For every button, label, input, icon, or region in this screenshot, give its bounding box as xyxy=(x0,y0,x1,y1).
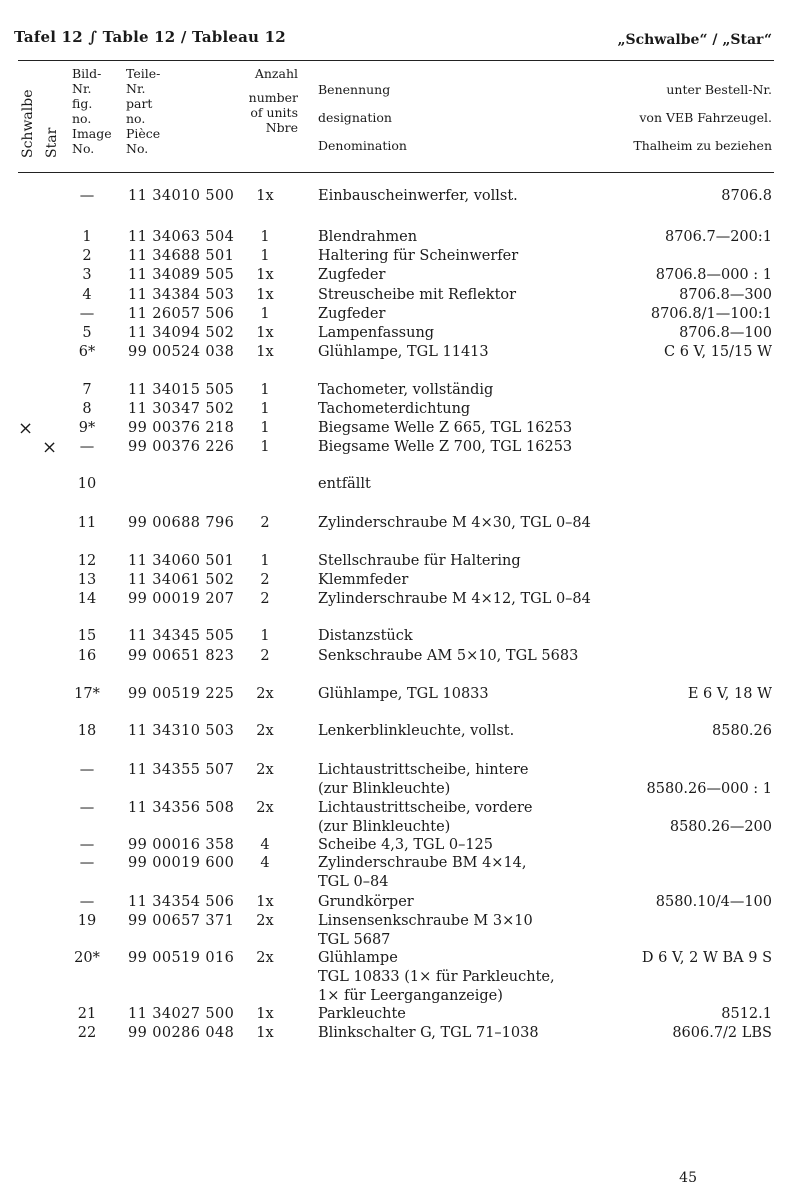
part-number: 11 34310 503 xyxy=(128,723,235,739)
order-number: 8512.1 xyxy=(721,1006,772,1022)
part-number: 99 00519 225 xyxy=(128,686,235,702)
figure-number: — xyxy=(79,439,95,455)
part-designation: Glühlampe xyxy=(318,950,398,966)
figure-number: 7 xyxy=(82,382,92,398)
header-rule-bottom xyxy=(18,172,774,173)
part-designation: Lichtaustrittscheibe, hintere xyxy=(318,762,529,778)
figure-number: — xyxy=(79,894,95,910)
order-number: 8580.26—200 xyxy=(669,819,772,835)
unit-count: 1 xyxy=(260,401,270,417)
figure-number: 6* xyxy=(78,344,96,360)
unit-count: 2x xyxy=(256,913,274,929)
order-number: 8580.10/4—100 xyxy=(655,894,772,910)
table-title: Tafel 12 ∫ Table 12 / Tableau 12 xyxy=(14,28,286,46)
column-header-anzahl: Anzahl number of units Nbre xyxy=(248,66,298,135)
unit-count: 2x xyxy=(256,762,274,778)
figure-number: 12 xyxy=(77,553,97,569)
table-row xyxy=(0,762,792,782)
table-row xyxy=(0,988,792,1008)
figure-number: 2 xyxy=(82,248,92,264)
header-rule-top xyxy=(18,60,774,61)
table-row xyxy=(0,913,792,933)
part-designation: Blinkschalter G, TGL 71–1038 xyxy=(318,1025,539,1041)
table-row xyxy=(0,819,792,839)
table-row xyxy=(0,932,792,952)
part-designation: Einbauscheinwerfer, vollst. xyxy=(318,188,518,204)
part-number: 11 34355 507 xyxy=(128,762,235,778)
table-row xyxy=(0,648,792,668)
unit-count: 1 xyxy=(260,306,270,322)
part-number: 11 34688 501 xyxy=(128,248,235,264)
part-designation: Scheibe 4,3, TGL 0–125 xyxy=(318,837,494,853)
order-number: 8706.7—200:1 xyxy=(664,229,772,245)
unit-count: 2x xyxy=(256,686,274,702)
part-number: 11 34010 500 xyxy=(128,188,235,204)
column-header-schwalbe: Schwalbe xyxy=(20,89,36,158)
part-designation: Zugfeder xyxy=(318,306,386,322)
part-number: 11 34063 504 xyxy=(128,229,235,245)
unit-count: 1x xyxy=(256,344,274,360)
part-number: 99 00524 038 xyxy=(128,344,235,360)
part-number: 11 34356 508 xyxy=(128,800,235,816)
order-number: 8706.8/1—100:1 xyxy=(650,306,772,322)
part-designation: Distanzstück xyxy=(318,628,413,644)
part-designation: Zylinderschraube M 4×30, TGL 0–84 xyxy=(318,515,591,531)
table-row xyxy=(0,553,792,573)
part-designation: Biegsame Welle Z 665, TGL 16253 xyxy=(318,420,573,436)
part-designation: Tachometer, vollständig xyxy=(318,382,494,398)
part-number: 11 34060 501 xyxy=(128,553,235,569)
unit-count: 1 xyxy=(260,628,270,644)
figure-number: 1 xyxy=(82,229,92,245)
table-row xyxy=(0,267,792,287)
part-designation: Zylinderschraube BM 4×14, xyxy=(318,855,527,871)
part-number: 11 34354 506 xyxy=(128,894,235,910)
figure-number: 11 xyxy=(77,515,97,531)
table-row xyxy=(0,855,792,875)
order-number: 8706.8—100 xyxy=(679,325,772,341)
page-header xyxy=(14,22,778,52)
unit-count: 1 xyxy=(260,248,270,264)
figure-number: — xyxy=(79,837,95,853)
part-number: 99 00019 600 xyxy=(128,855,235,871)
figure-number: 8 xyxy=(82,401,92,417)
part-number: 11 34384 503 xyxy=(128,287,235,303)
table-row xyxy=(0,229,792,249)
column-header-star: Star xyxy=(44,127,60,158)
part-number: 11 34027 500 xyxy=(128,1006,235,1022)
table-row xyxy=(0,950,792,970)
table-row xyxy=(0,248,792,268)
order-number: 8580.26—000 : 1 xyxy=(646,781,772,797)
order-number: 8706.8—300 xyxy=(679,287,772,303)
part-number: 99 00376 226 xyxy=(128,439,235,455)
unit-count: 1x xyxy=(256,188,274,204)
table-row xyxy=(0,382,792,402)
part-designation: Klemmfeder xyxy=(318,572,409,588)
order-number: D 6 V, 2 W BA 9 S xyxy=(641,950,772,966)
table-row xyxy=(0,572,792,592)
unit-count: 2x xyxy=(256,950,274,966)
part-designation: Blendrahmen xyxy=(318,229,418,245)
table-row xyxy=(0,306,792,326)
table-row xyxy=(0,837,792,857)
figure-number: — xyxy=(79,762,95,778)
order-number: 8580.26 xyxy=(712,723,772,739)
table-row xyxy=(0,287,792,307)
column-header-benennung: Benennung designation Denomination xyxy=(318,82,407,153)
unit-count: 2 xyxy=(260,572,270,588)
part-designation: Zylinderschraube M 4×12, TGL 0–84 xyxy=(318,591,591,607)
part-designation: TGL 0–84 xyxy=(318,874,389,890)
part-number: 99 00657 371 xyxy=(128,913,235,929)
part-number: 99 00016 358 xyxy=(128,837,235,853)
table-row xyxy=(0,344,792,364)
column-header-bild: Bild- Nr. fig. no. Image No. xyxy=(72,66,112,156)
order-number: 8706.8 xyxy=(721,188,772,204)
part-designation: 1× für Leerganganzeige) xyxy=(318,988,503,1004)
part-designation: Grundkörper xyxy=(318,894,414,910)
table-row xyxy=(0,420,792,440)
table-row xyxy=(0,686,792,706)
table-row xyxy=(0,401,792,421)
part-number: 99 00519 016 xyxy=(128,950,235,966)
part-number: 11 34089 505 xyxy=(128,267,235,283)
order-number: 8606.7/2 LBS xyxy=(672,1025,772,1041)
part-number: 99 00019 207 xyxy=(128,591,235,607)
part-designation: Streuscheibe mit Reflektor xyxy=(318,287,517,303)
part-number: 11 34345 505 xyxy=(128,628,235,644)
page-number: 45 xyxy=(679,1170,697,1186)
part-designation: Parkleuchte xyxy=(318,1006,406,1022)
figure-number: 4 xyxy=(82,287,92,303)
part-designation: Stellschraube für Haltering xyxy=(318,553,521,569)
table-row xyxy=(0,628,792,648)
part-number: 11 26057 506 xyxy=(128,306,235,322)
unit-count: 2 xyxy=(260,515,270,531)
part-designation: Haltering für Scheinwerfer xyxy=(318,248,519,264)
table-row xyxy=(0,1025,792,1045)
part-number: 11 34015 505 xyxy=(128,382,235,398)
unit-count: 1 xyxy=(260,420,270,436)
part-designation: Lampenfassung xyxy=(318,325,435,341)
figure-number: 21 xyxy=(77,1006,97,1022)
table-row xyxy=(0,894,792,914)
part-designation: Lenkerblinkleuchte, vollst. xyxy=(318,723,515,739)
figure-number: 16 xyxy=(77,648,97,664)
figure-number: 19 xyxy=(77,913,97,929)
part-designation: TGL 10833 (1× für Parkleuchte, xyxy=(318,969,555,985)
part-designation: (zur Blinkleuchte) xyxy=(318,819,451,835)
table-row xyxy=(0,781,792,801)
unit-count: 2 xyxy=(260,591,270,607)
figure-number: 5 xyxy=(82,325,92,341)
column-header-bestell: unter Bestell-Nr. von VEB Fahrzeugel. Thalheim zu beziehen xyxy=(633,82,772,153)
figure-number: 3 xyxy=(82,267,92,283)
inclusion-mark-star: × xyxy=(42,437,58,458)
figure-number: 14 xyxy=(77,591,97,607)
part-designation: Senkschraube AM 5×10, TGL 5683 xyxy=(318,648,579,664)
part-designation: Glühlampe, TGL 11413 xyxy=(318,344,489,360)
table-row xyxy=(0,800,792,820)
unit-count: 1x xyxy=(256,894,274,910)
part-designation: entfällt xyxy=(318,476,371,492)
unit-count: 1 xyxy=(260,382,270,398)
part-number: 11 30347 502 xyxy=(128,401,235,417)
unit-count: 2x xyxy=(256,723,274,739)
unit-count: 1 xyxy=(260,553,270,569)
part-designation: Lichtaustrittscheibe, vordere xyxy=(318,800,533,816)
part-designation: Zugfeder xyxy=(318,267,386,283)
unit-count: 1 xyxy=(260,439,270,455)
unit-count: 2 xyxy=(260,648,270,664)
table-row xyxy=(0,591,792,611)
figure-number: 22 xyxy=(77,1025,97,1041)
figure-number: — xyxy=(79,306,95,322)
order-number: E 6 V, 18 W xyxy=(687,686,772,702)
table-row xyxy=(0,874,792,894)
table-row xyxy=(0,188,792,208)
order-number: 8706.8—000 : 1 xyxy=(655,267,772,283)
part-number: 99 00376 218 xyxy=(128,420,235,436)
table-row xyxy=(0,1006,792,1026)
part-number: 11 34094 502 xyxy=(128,325,235,341)
table-row xyxy=(0,723,792,743)
figure-number: 18 xyxy=(77,723,97,739)
part-number: 99 00286 048 xyxy=(128,1025,235,1041)
figure-number: 20* xyxy=(74,950,100,966)
figure-number: 10 xyxy=(77,476,97,492)
unit-count: 1x xyxy=(256,267,274,283)
part-designation: TGL 5687 xyxy=(318,932,391,948)
unit-count: 4 xyxy=(260,837,270,853)
unit-count: 1x xyxy=(256,325,274,341)
figure-number: 13 xyxy=(77,572,97,588)
table-row xyxy=(0,476,792,496)
part-designation: (zur Blinkleuchte) xyxy=(318,781,451,797)
figure-number: — xyxy=(79,188,95,204)
part-number: 11 34061 502 xyxy=(128,572,235,588)
unit-count: 1x xyxy=(256,287,274,303)
unit-count: 1x xyxy=(256,1025,274,1041)
table-row xyxy=(0,325,792,345)
unit-count: 2x xyxy=(256,800,274,816)
model-title: „Schwalbe“ / „Star“ xyxy=(617,32,772,48)
unit-count: 4 xyxy=(260,855,270,871)
part-designation: Biegsame Welle Z 700, TGL 16253 xyxy=(318,439,573,455)
order-number: C 6 V, 15/15 W xyxy=(664,344,772,360)
unit-count: 1 xyxy=(260,229,270,245)
part-designation: Glühlampe, TGL 10833 xyxy=(318,686,489,702)
table-row xyxy=(0,515,792,535)
part-number: 99 00651 823 xyxy=(128,648,235,664)
part-number: 99 00688 796 xyxy=(128,515,235,531)
column-header-teile: Teile- Nr. part no. Pièce No. xyxy=(126,66,161,156)
part-designation: Linsensenkschraube M 3×10 xyxy=(318,913,533,929)
table-row xyxy=(0,439,792,459)
inclusion-mark-schwalbe: × xyxy=(18,418,34,439)
part-designation: Tachometerdichtung xyxy=(318,401,471,417)
figure-number: 17* xyxy=(74,686,100,702)
figure-number: 9* xyxy=(78,420,96,436)
table-row xyxy=(0,969,792,989)
figure-number: — xyxy=(79,800,95,816)
unit-count: 1x xyxy=(256,1006,274,1022)
figure-number: — xyxy=(79,855,95,871)
figure-number: 15 xyxy=(77,628,97,644)
